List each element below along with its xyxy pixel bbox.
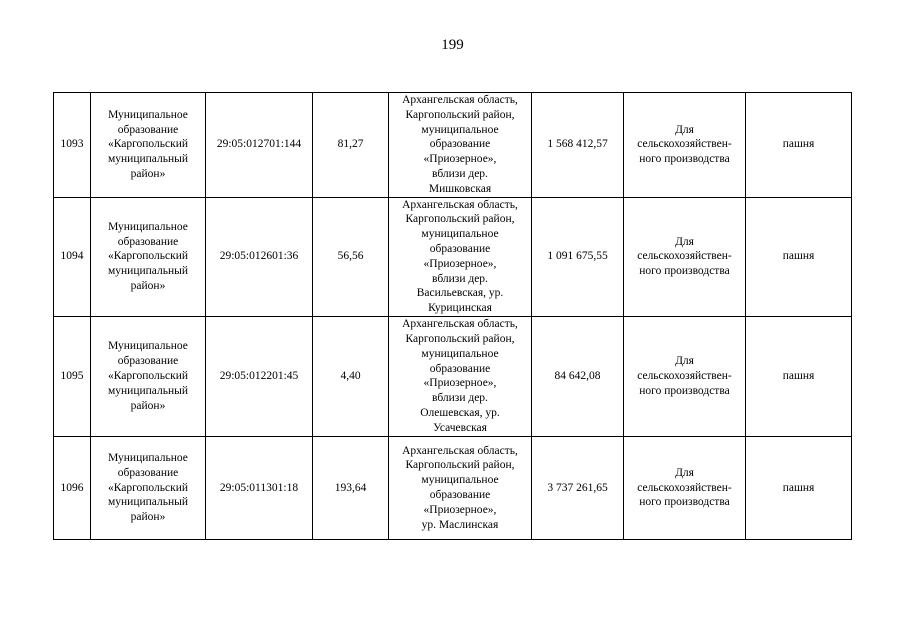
table-row — [54, 316, 852, 436]
owner-cell: Муниципальное образование «Каргопольский муниципальный район» — [91, 436, 206, 539]
cadastral-value-cell: 1 091 675,55 — [532, 197, 624, 316]
row-number-cell: 1096 — [54, 436, 91, 539]
owner-cell: Муниципальное образование «Каргопольский муниципальный район» — [91, 93, 206, 198]
cadastral-value-cell: 3 737 261,65 — [532, 436, 624, 539]
address-cell: Архангельская область, Каргопольский район, муниципальное образование «Приозерное», вблизи дер. Олешевская, ур. Усачевская — [389, 316, 532, 436]
area-cell: 4,40 — [313, 316, 389, 436]
land-type-cell: пашня — [746, 436, 852, 539]
area-cell: 193,64 — [313, 436, 389, 539]
row-number-cell: 1094 — [54, 197, 91, 316]
owner-cell: Муниципальное образование «Каргопольский муниципальный район» — [91, 316, 206, 436]
address-cell: Архангельская область, Каргопольский район, муниципальное образование «Приозерное», ур. Маслинская — [389, 436, 532, 539]
cadastral-number-cell: 29:05:012701:144 — [206, 93, 313, 198]
cadastral-number-cell: 29:05:012601:36 — [206, 197, 313, 316]
land-use-category-cell: Для сельскохозяйствен- ного производства — [624, 93, 746, 198]
area-cell: 81,27 — [313, 93, 389, 198]
address-cell: Архангельская область, Каргопольский район, муниципальное образование «Приозерное», вблизи дер. Мишковская — [389, 93, 532, 198]
land-use-category-cell: Для сельскохозяйствен- ного производства — [624, 197, 746, 316]
land-use-category-cell: Для сельскохозяйствен- ного производства — [624, 316, 746, 436]
table-row — [54, 436, 852, 539]
owner-cell: Муниципальное образование «Каргопольский муниципальный район» — [91, 197, 206, 316]
land-plots-table — [53, 92, 852, 540]
land-type-cell: пашня — [746, 316, 852, 436]
cadastral-number-cell: 29:05:012201:45 — [206, 316, 313, 436]
row-number-cell: 1093 — [54, 93, 91, 198]
table-row — [54, 197, 852, 316]
cadastral-value-cell: 84 642,08 — [532, 316, 624, 436]
land-type-cell: пашня — [746, 93, 852, 198]
area-cell: 56,56 — [313, 197, 389, 316]
cadastral-number-cell: 29:05:011301:18 — [206, 436, 313, 539]
row-number-cell: 1095 — [54, 316, 91, 436]
land-use-category-cell: Для сельскохозяйствен- ного производства — [624, 436, 746, 539]
cadastral-value-cell: 1 568 412,57 — [532, 93, 624, 198]
address-cell: Архангельская область, Каргопольский район, муниципальное образование «Приозерное», вблизи дер. Васильевская, ур. Курицинская — [389, 197, 532, 316]
land-type-cell: пашня — [746, 197, 852, 316]
table-row — [54, 93, 852, 198]
page-number: 199 — [441, 37, 464, 53]
